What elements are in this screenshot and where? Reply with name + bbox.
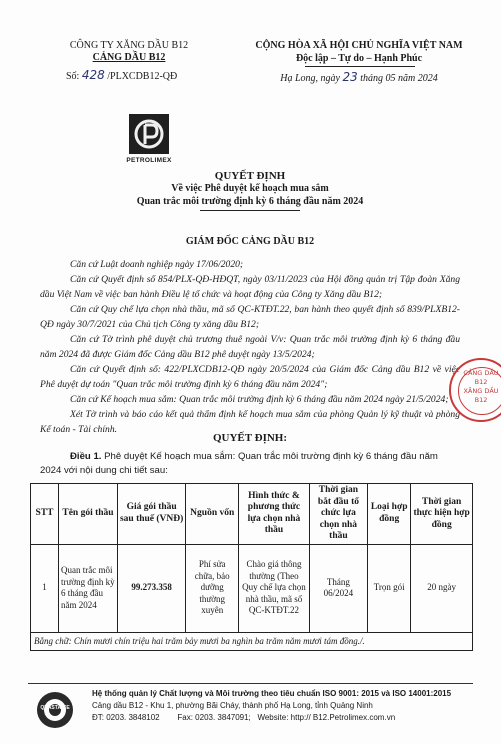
number-prefix: Số:: [66, 71, 80, 82]
footer-divider: [28, 683, 473, 684]
company-name: CÔNG TY XĂNG DẦU B12: [69, 40, 189, 51]
basis-1: Căn cứ Luật doanh nghiệp ngày 17/06/2020;: [70, 259, 244, 270]
date-day-handwritten: 23: [342, 70, 358, 84]
col-header-start-time: Thời gian bắt đầu tổ chức lựa chọn nhà thầu: [309, 484, 367, 545]
republic-name: CỘNG HÒA XÃ HỘI CHỦ NGHĨA VIỆT NAM: [255, 40, 463, 51]
amount-in-words: Bằng chữ: Chín mươi chín triệu hai trăm bảy mươi ba nghìn ba trăm năm mươi tám đồng./.: [31, 632, 473, 651]
procurement-table: [30, 483, 473, 651]
footer-address: Cảng dầu B12 - Khu 1, phường Bãi Cháy, thành phố Hạ Long, tỉnh Quảng Ninh: [92, 701, 373, 710]
cell-duration: 20 ngày: [411, 544, 473, 632]
basis-7: Xét Tờ trình và báo cáo kết quả thẩm định kế hoạch mua sắm của phòng Quản lý kỹ thuật và phòng Kế toán - Tài chính.: [40, 409, 460, 435]
col-header-method: Hình thức & phương thức lựa chọn nhà thầu: [239, 484, 310, 545]
cell-price: 99.273.358: [117, 544, 185, 632]
decision-title: QUYẾT ĐỊNH: [214, 170, 286, 182]
date-suffix: tháng 05 năm 2024: [360, 73, 438, 84]
seal-text-4: B12: [474, 396, 488, 404]
basis-5: Căn cứ Quyết định số: 422/PLXCDB12-QĐ ngày 20/5/2024 của Giám đốc Cảng dầu B12 về việc Phê duyệt dự toán "Quan trắc môi trường định kỳ 6 tháng đầu năm 2024";: [40, 364, 460, 390]
col-header-contract-type: Loại hợp đồng: [368, 484, 411, 545]
cell-method: Chào giá thông thường (Theo Quy chế lựa chọn nhà thầu, mã số QC-KTĐT.22: [239, 544, 310, 632]
date-prefix: Hạ Long, ngày: [280, 73, 340, 84]
basis-3: Căn cứ Quy chế lựa chọn nhà thầu, mã số QC-KTĐT.22, ban hành theo quyết định số 839/PLXB12-QĐ ngày 30/7/2021 của Chủ tịch Công ty xăng dầu B12;: [40, 304, 460, 330]
seal-text-2: B12: [474, 378, 488, 386]
unit-name: CẢNG DẦU B12: [92, 52, 166, 63]
seal-text-1: CẢNG DẦU: [463, 369, 499, 377]
decision-subject-1: Về việc Phê duyệt kế hoạch mua sắm: [171, 183, 329, 194]
table-header-row: [31, 484, 473, 545]
issuing-authority: GIÁM ĐỐC CẢNG DẦU B12: [185, 236, 315, 247]
col-header-duration: Thời gian thực hiện hợp đồng: [411, 484, 473, 545]
article-1-label: Điều 1.: [70, 451, 102, 462]
col-header-price: Giá gói thầu sau thuế (VNĐ): [117, 484, 185, 545]
article-1-text: Phê duyệt Kế hoạch mua sắm: Quan trắc môi trường định kỳ 6 tháng đầu năm 2024 với nội dung chi tiết sau:: [40, 451, 438, 476]
table-amount-in-words-row: [31, 632, 473, 651]
cell-stt: 1: [31, 544, 59, 632]
decision-subject-2: Quan trắc môi trường định kỳ 6 tháng đầu năm 2024: [136, 196, 364, 207]
basis-2: Căn cứ Quyết định số 854/PLX-QĐ-HĐQT, ngày 03/11/2023 của Hội đồng quản trị Tập đoàn Xăng dầu Việt Nam về việc ban hành Điều lệ tổ chức và hoạt động của Công ty Xăng dầu B12;: [40, 274, 460, 300]
motto: Độc lập – Tự do – Hạnh Phúc: [295, 53, 423, 64]
document-date: [225, 70, 493, 84]
table-row: [31, 544, 473, 632]
col-header-package: Tên gói thầu: [58, 484, 117, 545]
decide-heading: QUYẾT ĐỊNH:: [212, 432, 288, 444]
seal-text-3: XĂNG DẦU: [463, 387, 499, 395]
basis-4: Căn cứ Tờ trình phê duyệt chủ trương thuê ngoài V/v: Quan trắc môi trường định kỳ 6 tháng đầu năm 2024 đã được Giám đốc Cảng dầu B12 phê duyệt ngày 13/5/2024;: [40, 334, 460, 360]
article-1: [40, 450, 460, 478]
basis-6: Căn cứ Kế hoạch mua sắm: Quan trắc môi trường định kỳ 6 tháng đầu năm 2024 ngày 21/5/2024;: [70, 394, 449, 405]
title-underline: [200, 210, 300, 211]
cell-funding: Phí sửa chữa, bảo dưỡng thường xuyên: [186, 544, 239, 632]
motto-underline: [305, 66, 415, 67]
footer-iso: Hệ thống quản lý Chất lượng và Môi trường theo tiêu chuẩn ISO 9001: 2015 và ISO 14001:2015: [92, 689, 452, 698]
document-number: [66, 68, 216, 82]
footer-contact: ĐT: 0203. 3848102 Fax: 0203. 3847091; Website: http:// B12.Petrolimex.com.vn: [92, 713, 396, 722]
petrolimex-logo-text: PETROLIMEX: [126, 157, 172, 164]
legal-bases: [40, 257, 460, 437]
quasta-logo-text: QUASTA-CE: [40, 705, 70, 711]
petrolimex-logo: [129, 114, 169, 154]
col-header-funding: Nguồn vốn: [186, 484, 239, 545]
col-header-stt: STT: [31, 484, 59, 545]
cell-start-time: Tháng 06/2024: [309, 544, 367, 632]
number-handwritten: 428: [81, 68, 105, 82]
cell-contract-type: Trọn gói: [368, 544, 411, 632]
cell-package: Quan trắc môi trường định kỳ 6 tháng đầu năm 2024: [58, 544, 117, 632]
number-suffix: /PLXCDB12-QĐ: [107, 71, 178, 82]
